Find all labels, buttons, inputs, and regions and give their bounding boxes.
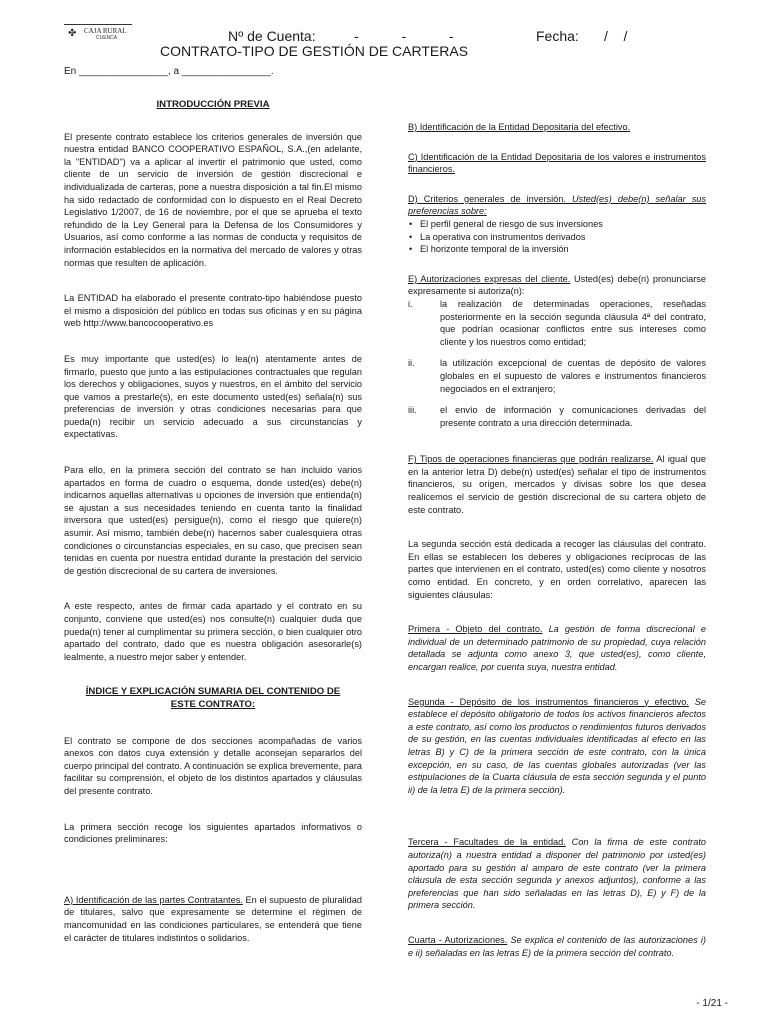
date-value: / / [604,28,628,44]
intro-paragraph-2: La ENTIDAD ha elaborado el presente contrato-tipo habiéndose puesto el mismo a disposición del público en todas sus oficinas y en su página web http://www.bancocooperativo.es [64,293,362,329]
account-label: Nº de Cuenta: [228,28,316,44]
item-text: la realización de determinadas operaciones, reseñadas posteriormente en la sección segunda cláusula 4ª del contrato, que podrían ocasionar conflictos entre sus intereses como cliente y los nuestros como entidad; [440,298,706,347]
clause-1 [408,623,706,673]
section-a [64,894,362,944]
clause-4-title: Cuarta - Autorizaciones. [408,934,508,945]
list-item [408,298,706,348]
intro-heading: INTRODUCCIÓN PREVIA [156,99,270,110]
list-item [408,357,706,395]
index-paragraph-1: El contrato se compone de dos secciones acompañadas de varios anexos con datos cuya extensión y detalle aconsejan separarlos del cuerpo principal del contrato. A continuación se explica brevemente, para facilitar su comprensión, el objeto de los distintos apartados y cláusulas del presente contrato. [64,735,362,796]
date-label: Fecha: [536,28,579,44]
clause-1-title: Primera - Objeto del contrato. [408,624,543,635]
item-text: el envío de información y comunicaciones derivadas del presente contrato a una dirección determinada. [440,405,706,428]
section-e-text: Usted(es) debe(n) pronunciarse expresamente si autoriza(n): [408,273,707,297]
clause-3 [408,836,706,912]
clause-3-text: Con la firma de este contrato autoriza(n) a nuestra entidad a disponer del patrimonio por usted(es) aportado para su gestión al amparo de este contrato (ver la primera cláusula de esta sección segunda y anexos adjuntos), conforme a las preferencias que han sido señaladas en las letras D), E) y F) de la primera sección. [408,837,706,911]
logo-subtitle: CUENCA [96,35,118,41]
section-f [408,453,706,516]
list-item: • El perfil general de riesgo de sus inversiones [420,218,706,231]
item-number: i. [408,298,413,309]
list-item: • La operativa con instrumentos derivados [420,231,706,244]
intro-paragraph-3: Es muy importante que usted(es) lo lea(n) atentamente antes de firmarlo, puesto que junto a las estipulaciones contractuales que regulan los derechos y obligaciones, suyos y nuestros, en el ámbito del servicio que vamos a prestarle(s), en este documento usted(es) señala(n) sus preferencias de inversión y otras condiciones necesarias para que pueda(n) recibir un servicio adecuado a sus circunstancias y expectativas. [64,353,362,440]
right-column [408,121,706,959]
list-item [408,404,706,429]
intro-paragraph-4: Para ello, en la primera sección del contrato se han incluido varios apartados en forma de cuadro o esquema, donde usted(es) debe(n) indicarnos aquellas alternativas u opciones de inversión que entienda(n) se ajustan a sus necesidades teniendo en cuenta tanto la finalidad inversora que usted(es) persigue(n), como el riesgo que quiere(n) asumir. Así mismo, también debe(n) hacernos saber cualesquiera otras condiciones o circunstancias especiales, en su caso, que precisen sean tenidas en cuenta por nuestra entidad durante la prestación del servicio de gestión discrecional de su cartera de inversiones. [64,465,362,576]
section-d-title: D) Criterios generales de inversión. [408,193,566,204]
section-a-title: A) Identificación de las partes Contratantes. [64,894,243,905]
intro-paragraph-5: A este respecto, antes de firmar cada apartado y el contrato en su conjunto, conviene que usted(es) nos consulte(n) cualquier duda que pueda(n) tener al cumplimentar su primera sección, o bien cualquier otro apartado del contrato, dado que es nuestra obligación asesorarle(s) lealmente, a nuestro mejor saber y entender. [64,601,362,662]
intro-paragraph-1: El presente contrato establece los criterios generales de inversión que nuestra entidad BANCO COOPERATIVO ESPAÑOL, S.A.,(en adelante, la "ENTIDAD") va a aplicar al invertir el patrimonio que usted, como cliente de un servicio de inversión de gestión discrecional e individualizada de carteras, pone a nuestra disposición a tal fin.El mismo ha sido redactado de conformidad con lo dispuesto en el Real Decreto Legislativo 1/2007, de 16 de noviembre, por el que se aprueba el texto refundido de la Ley General para la Defensa de los Consumidores y Usuarios, así como conforme a las normas de conducta y requisitos de información establecidos en la normativa del mercado de valores y otras normas que resulten de aplicación. [64,131,362,268]
item-number: iii. [408,405,417,416]
logo-name: CAJA RURAL [84,27,127,35]
section-e [408,273,706,298]
section-d-italic: Usted(es) debe(n) señalar sus preferencias sobre: [408,193,706,217]
section-f-title: F) Tipos de operaciones financieras que podrán realizarse. [408,454,654,465]
account-number-dashes: - - - [354,28,454,44]
item-text: la utilización excepcional de cuentas de depósito de valores globales en el supuesto de valores e instrumentos financieros negociados en el extranjero; [440,358,706,394]
clause-4-text: Se explica el contenido de las autorizaciones i) e ii) señaladas en las letras E) de la primera sección del contrato. [408,934,706,958]
section-f-text: Al igual que en la anterior letra D) debe(n) usted(es) señalar el tipo de instrumentos financieros, su origen, mercados y divisas sobre los que desea realicemos el servicio de gestión discrecional de su cartera objeto de este contrato. [408,454,706,515]
logo-rule [64,24,132,25]
section-e-title: E) Autorizaciones expresas del cliente. [408,273,571,284]
clause-2-title: Segunda - Depósito de los instrumentos financieros y efectivo. [408,696,689,707]
clause-1-text: La gestión de forma discrecional e individual de un determinado patrimonio de su propiedad, cuya relación detallada se adjunta como anexo 3, que usted(es), como cliente, encargan realice, por cuenta suya, nuestra entidad. [408,624,706,672]
section-b-title: B) Identificación de la Entidad Depositaria del efectivo. [408,122,631,132]
page-number: - 1/21 - [696,998,728,1009]
section-d-list [408,218,706,256]
document-title: CONTRATO-TIPO DE GESTIÓN DE CARTERAS [160,43,469,59]
section-c-title: C) Identificación de la Entidad Depositaria de los valores e instrumentos financieros. [408,151,706,175]
clause-2-text: Se establece el depósito obligatorio de todos los activos financieros afectos a este contrato, así como los productos o rendimientos futuros derivados de su gestión, en las cuentas individuales identificadas al efecto en las letras B) y C) de la primera sección de este contrato, con la única excepción, en su caso, de las cuentas globales autorizadas (ver las estipulaciones de la Cuarta cláusula de esta sección segunda y el punto ii) de la letra E) de la primera sección). [408,696,707,795]
second-section-paragraph: La segunda sección está dedicada a recoger las cláusulas del contrato. En ellas se establecen los deberes y obligaciones recíprocas de las partes que intervienen en el contrato, usted(es) como cliente y nosotros como entidad. En concreto, y en orden correlativo, aparecen las siguientes cláusulas: [408,539,706,600]
clause-3-title: Tercera - Facultades de la entidad. [408,837,566,848]
logo-emblem-icon: ✤ [68,28,77,39]
item-number: ii. [408,358,415,369]
clause-2 [408,696,706,797]
index-heading: ÍNDICE Y EXPLICACIÓN SUMARIA DEL CONTENIDO DE ESTE CONTRATO: [85,686,341,710]
clause-4 [408,934,706,959]
place-date-line: En ________________, a ________________. [64,66,274,77]
section-a-text: En el supuesto de pluralidad de titulares, salvo que expresamente se determine el régimen de mancomunidad en las condiciones particulares, se entenderá que tiene el carácter de titulares indistintos o solidarios. [64,894,363,943]
list-item: • El horizonte temporal de la inversión [420,243,706,256]
index-paragraph-2: La primera sección recoge los siguientes apartados informativos o condiciones preliminares: [64,821,362,845]
section-d [408,193,706,218]
left-column [64,99,362,944]
